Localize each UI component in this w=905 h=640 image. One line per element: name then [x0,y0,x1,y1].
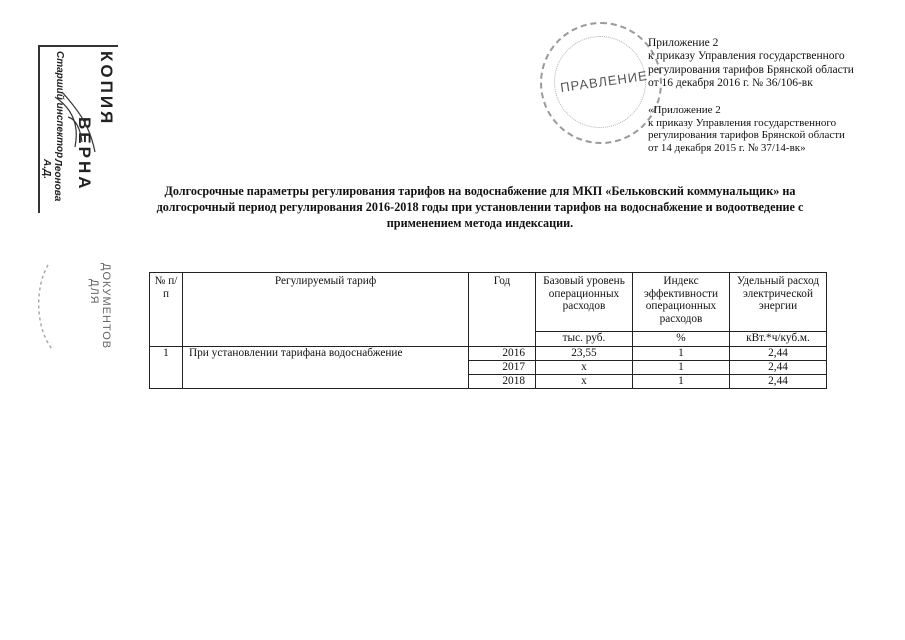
header-efficiency-index: Индекс эффективности операционных расходов [633,273,730,332]
round-seal-stamp [540,22,662,144]
for-documents-stamp [30,257,120,357]
header-year: Год [469,273,536,347]
appendix-line: регулирования тарифов Брянской области [648,63,854,76]
row-efficiency-index: 1 [633,347,730,361]
copy-stamp-name: Леонова А.Д. [41,159,63,202]
table-header-row [150,273,827,332]
row-year: 2016 [469,347,536,361]
copy-stamp-line2: ВЕРНА [75,117,94,192]
appendix-line: регулирования тарифов Брянской области [648,129,845,142]
copy-stamp-role: Старший инспектор [54,51,65,159]
row-year: 2018 [469,375,536,389]
row-tariff: При установлении тарифана водоснабжение [183,347,469,389]
document-title [80,183,880,231]
unit-base-cost: тыс. руб. [536,332,633,347]
row-year: 2017 [469,361,536,375]
round-seal-word: ПРАВЛЕНИЕ [559,67,649,96]
appendix-line: к приказу Управления государственного [648,116,837,129]
appendix-note-previous [648,104,845,154]
appendix-line: Приложение 2 [648,37,719,49]
docs-stamp-line1: ДЛЯ [88,279,100,305]
copy-stamp-line1: КОПИЯ [97,51,116,127]
row-energy-consumption: 2,44 [730,375,827,389]
header-num: № п/п [150,273,183,347]
unit-efficiency-index: % [633,332,730,347]
row-efficiency-index: 1 [633,375,730,389]
row-num: 1 [150,347,183,389]
tariff-parameters-table [149,272,827,389]
title-line: Долгосрочные параметры регулирования тарифов на водоснабжение для МКП «Бельковский коммунальщик» на [164,184,796,198]
appendix-line: от 16 декабря 2016 г. № 36/106-вк [648,77,813,90]
row-base-cost: х [536,361,633,375]
appendix-line: к приказу Управления государственного [648,50,845,63]
row-base-cost: х [536,375,633,389]
header-tariff: Регулируемый тариф [183,273,469,347]
row-base-cost: 23,55 [536,347,633,361]
row-efficiency-index: 1 [633,361,730,375]
appendix-line: «Приложение 2 [648,104,721,116]
table-row [150,347,827,361]
unit-energy-consumption: кВт.*ч/куб.м. [730,332,827,347]
title-line: применением метода индексации. [386,216,574,230]
row-energy-consumption: 2,44 [730,361,827,375]
header-energy-consumption: Удельный расход электрической энергии [730,273,827,332]
header-base-cost: Базовый уровень операционных расходов [536,273,633,332]
title-line: долгосрочный период регулирования 2016-2018 годы при установлении тарифов на водоснабжение и водоотведение с [156,200,804,214]
appendix-line: от 14 декабря 2015 г. № 37/14-вк» [648,141,806,154]
row-energy-consumption: 2,44 [730,347,827,361]
appendix-note-current [648,37,854,91]
signature-icon [50,87,100,157]
docs-stamp-line2: ДОКУМЕНТОВ [100,263,112,350]
